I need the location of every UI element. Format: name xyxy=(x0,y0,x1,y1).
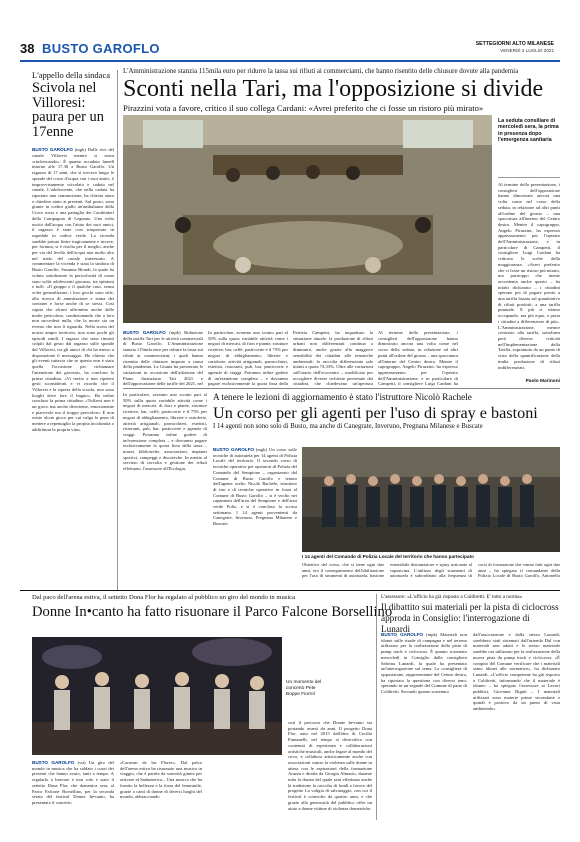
agents-photo-image xyxy=(302,447,560,552)
left-byline: BUSTO GAROLFO xyxy=(32,147,73,153)
main-col-2 xyxy=(208,330,288,386)
agents-photo xyxy=(302,447,560,552)
main-byline-tag: (mpk) xyxy=(169,330,181,335)
course-col-1 xyxy=(213,447,297,582)
course-col-2 xyxy=(302,562,560,582)
page-number: 38 xyxy=(20,41,35,56)
main-bottom-rule xyxy=(123,388,560,389)
main-col-3 xyxy=(293,330,373,386)
header-rule xyxy=(20,60,560,62)
concert-col-2 xyxy=(120,760,202,820)
concert-col-1 xyxy=(32,760,114,820)
course-byline-tag: (mgk) xyxy=(255,447,268,452)
council-photo xyxy=(123,115,492,323)
course-col-1-text: Un corso sulle tecniche di autotutela per 14 agenti di Polizia Locale del territorio. Il secondo corso di tecniche operative per operatori di Polizia del Comando del Sempione – organizzato dal Comune di Busto Garolfo e tenuto dall'agente scelto Nicolò Rachele, istruttore di tiro e di tecniche operative in forza al Comune di Busto Garolfo – si è svolto nei capannoni dell'area del Sempione e dell'area verde Polis, e si è concluso la scorsa settimana. I 14 agenti provenienti da Canegrate, Inveruno, Pregnana Milanese e Buscate. xyxy=(213,447,297,527)
main-kicker: L'Amministrazione stanzia 115mila euro per ridurre la tassa sui rifiuti ai commercianti, che hanno risentito delle chiusure dovute alla pandemia xyxy=(123,68,519,75)
concert-col-1-text: Un giro del mondo in musica che ha saldato i cuori dei presenti che hanno avuto, tanti a tempo. A regalarlo a bravure e non solo e stato il settetto Dona Flor, che domenica sera, al Parco Falcone Borsellino, per la seconda serata del festival Donne In•canto, ha presentato il concerto xyxy=(32,760,114,805)
main-title: Sconti nella Tari, ma l'opposizione si divide xyxy=(123,76,544,102)
concert-col-2-text: «Caravan de las Flores». Dal palco dell'arena estiva ha risuonato una musica in viaggio, che è partita da sonorità giunte per arrivare al Sudamerica... Una musica che ha fornito la bellezza e la forza del femminile, grazie a canti di donne di diversi luoghi del mondo, abbracciando xyxy=(120,760,202,800)
left-body xyxy=(32,147,114,625)
cycle-story xyxy=(381,594,560,634)
left-kicker: L'appello della sindaca xyxy=(32,70,110,80)
main-byline: BUSTO GAROLFO xyxy=(123,330,166,335)
concert-caption xyxy=(286,680,330,698)
cycle-col-2-text: dall'associazione e dalla stessa Lunardi, sarebbero stati sistemati dall'azienda Dal con materiali non adatti e lo stesso materiale sarebbe ora utilizzato per la realizzazione della nuova pista da pump track e ciclocross. «È compito del Comune verificare che i materiali siano idonei alle normative», ha dichiarato Lunardi. «L'ufficio competente ha già risposto a Coldiretti, informando che il materiale è idoneo – ha spiegato l'assessore ai Lavori pubblici, Giovanni Riginì – I materiali utilizzati sono materie prime secondarie e quindi è positivo da un punto di vista ambientale». xyxy=(473,632,560,712)
concert-photo xyxy=(32,637,282,755)
cycle-byline: BUSTO GAROLFO xyxy=(381,632,424,637)
mid-page-rule xyxy=(20,590,560,591)
concert-caption-text: Un momento del concerto Pete Boppe Fiorrol xyxy=(286,680,322,697)
paper-name: SETTEGIORNI ALTO MILANESE xyxy=(475,41,554,47)
course-title: Un corso per gli agenti per l'uso di spray e bastoni xyxy=(213,404,538,423)
main-col-5 xyxy=(498,182,560,378)
concert-photo-image xyxy=(32,637,282,755)
left-body-cont: Ha infine concluso la prima cittadina: «Tuffarsi non è un gioco ma anche divertente, emozionante e piacevole ma il troppo pericoloso. E non esiste alcun gioco per cui valga la pena di mettere a repentaglio la propria incolumità o addirittura la propria vita». xyxy=(32,392,114,432)
cycle-byline-tag: (mpk) xyxy=(426,632,438,637)
left-column-divider xyxy=(117,70,118,590)
main-col-1 xyxy=(123,330,203,386)
bottom-column-divider xyxy=(376,594,377,820)
main-col-left-cont-text: In particolare, avranno uno sconto pari al 50% sulla quota variabile attività come i negozi di mercati, di fiori e piante, strutture ricettive, bar, caffè, pasticcerie e il 75% per negozi di abbigliamento, librerie e cartolerie, attività artigianali, parrucchieri, estetisti, ristoranti, pub, bar, pasticcerie e agenzie di viaggi. Potranno infine godere di un'esenzione completa – e dovranno pagare esclusivamente la quota fissa della tassa – musei, biblioteche, associazioni, impianti sportivi, campeggi e discoteche. In merito al servizio di raccolta e gestione dei rifiuti effettuato, l'assessore all'Ecologia, xyxy=(123,392,207,472)
course-col-2-text: Obiettivo del corso, che si tiene ogni due anni, era il conseguimento dell'abilitazione per l'uso di strumenti di autotutela, bastone estensibile distanziatore e spray urticante al capsaicina. L'utilizzo degli strumenti di autotutela è subordinato alla frequenza di corsi di formazione che vanno fatti ogni due anni – ha spiegato il comandante della Polizia Locale di Busto Garolfo, Antonello xyxy=(302,562,560,579)
concert-title: Donne In•canto ha fatto risuonare il Parco Falcone Borsellino xyxy=(32,603,393,620)
concert-col-3-text: così il percorso che Donne In•canto sta portando avanti da anni. Il progetto Dona Flor, nato nel 2015 dall'idea di Cecilia Fumanelli, nel tempo si diversifica con contenuti di esperienza e collaborazioni artistiche musicali, anche legate al mondo del circo, e collabora artisticamente anche con associazioni contro la violenza sulle donne in attesa con le aspirazioni della formazione Arazza e diretta da Giorgio Almasio, durante tutta la durata del quale sarà effettuata anche la tradizione la raccolta di fondi a favore del progetto La valigia di salvataggio, con cui il festival è coinvolto da quattro anni, e che grazie alla generosità del pubblico offre un aiuto a donne vittime di violenza domestiche. xyxy=(288,720,372,811)
agents-caption: I 14 agenti del Comando di Polizia Locale del territorio che hanno partecipato xyxy=(302,554,474,559)
cycle-col-1 xyxy=(381,632,467,820)
course-byline: BUSTO GAROLFO xyxy=(213,447,254,452)
council-caption-text: La seduta consiliare di mercoledì sera, la prima in presenza dopo l'emergenza sanitaria xyxy=(498,118,559,144)
concert-col-3 xyxy=(288,720,372,820)
concert-byline-tag: (sst) xyxy=(77,760,86,765)
page-header xyxy=(20,40,560,60)
main-col-3-text: Patrizia Campetti, ha inquadrato la situazione attuale: la produzione di rifiuti urbani non differenziati continua a diminuire, anche grazie alla maggiore sensibilità dei cittadini alle tematiche ambientali; la raccolta differenziata sale infatti a quota 74,33%. Oltre alle variazioni sull'orario dell'ecocentro – modificato per accogliere diverse richieste pervenute dai cittadini, che chiedevano un'apertura xyxy=(293,330,373,386)
main-col-5-text: Al termine della presentazione, i consiglieri dell'opposizione hanno dimostrato ancora una volta come nel corso della seduta, in relazione ad altri punti all'ordine del giorno – una spaccatura all'interno del Centro destra. Mentre il capogruppo, Angelo Pirazzini, ha espresso apprezzamento per l'operato dell'Amministrazione, e in particolare di Campetti, il consigliere Luigi Cardani ha criticato le scelte della maggioranza. «Avrei preferito che ci fosse un ristoro più mirato, ma purtroppo che niente accontenta anche questo – ha infatti dichiarato – i cittadini sperano poi di pagare presto a una tariffa basata sul quantitativo di rifiuti prodotti, a una tariffa puntuale. E più ci stiamo occupando, ma più equo, e porta i cittadini a differenziare di più». L'Amministrazione, mentre contrario alla tariffa, sottolinea però diverse criticità nell'implementazione della Tariffa, soprattutto da un punto di vista della quantificazione della multa produzione di rifiuti indifferenziati. xyxy=(498,182,560,370)
main-signature: Paolo Marinoni xyxy=(525,379,560,384)
left-title: Scivola nel Villoresi: paura per un 17enne xyxy=(32,80,104,140)
concert-byline: BUSTO GAROLFO xyxy=(32,760,75,765)
cycle-kicker: L'assessore: «L'ufficio ha già risposto a Coldiretti. E' tutto a norma» xyxy=(381,594,523,600)
main-col-left-cont xyxy=(123,392,207,582)
left-byline-tag: (mgk) xyxy=(74,147,86,153)
left-body-text: Dalle rive del canale Villoresi mentre si stava «rinfrescando». È quanto accaduto lunedì intorno alle 17.30 a Busto Garolfo. Un ragazzo di 17 anni, che si trovava lungo le sponde del corso d'acqua con i suoi amici, è improvvisamente scivolato e caduto nel canale. L'adolescente, che nella caduta ha riportato una commozione, ha chiesto aiuto e chiedere aiuto ai presenti. Sul posto, sono giunte in codice giallo un'ambulanza della Croce rossa e una pattuglia dei Carabinieri della Compagnia di Legnano. Una volta uscito dall'acqua con l'aiuto dei suoi amici, il ragazzo è stato così trasportato in ospedale in codice verde. La vicenda sarebbe potuta finire tragicamente e invece, per fortuna, si è risolta per il meglio, anche per via del livello dell'acqua non molto alto nel tratto del canale interessato. A commentare la vicenda è stata la sindaca di Busto Garolfo, Susanna Biondi, la quale ha voluto sottolineare la pericolosità di come sono soliti adolescenti giocano, tra spintoni e tuffi. «Il gruppo e il qualche caso, senza voler generalizzare, i loro giochi sono stile, alla ricerca di ammirazione e stima dei coetanei e forse anche di se stessi. Così capita che alcuni affrontino anche delle molte pericolose, condizionando che a loro non succederà nulla, che la morte sia un evento che non li riguarda. Nella storia del nostro ampio territorio, non sono pochi gli episodi simili. I ragazzi che sono rimasti colpiti dal gesto dal ragazzo sulle sponde del Villoresi, tra gli amici di chi ha messo a disposizione il messaggio. Ho chiesto che gli eventi tuttavia che se questa non è stato quella l'occasione per richiamare l'attenzione dei giovani», ha concluso la prima cittadina. «Vi invito a non ripetere gesti sconsiderati e vi ricordo che il Villoresi e la ripresa della scuola, non sono luoghi dove fare il bagno». xyxy=(32,147,114,398)
cycle-col-1-text: Materiali non idonei sulle strade di campagna e nel terreno utilizzato per la realizzazione della pista di pump track e ciclocross. È quanto sostenuto mercoledì in Consiglio dalla consigliera Sabrina Lunardi, la quale ha presentato un'interrogazione sul tema. La consigliera di opposizione, rappresentante del Centro destra, ha riportato la questione con diversi temi, sperando in un segnale del Comune di parte di Coldiretti. Secondo quanto sostenuto xyxy=(381,632,467,695)
section-name: BUSTO GAROFLO xyxy=(42,41,160,56)
main-col-4-text: Al termine della presentazione, i consiglieri dell'opposizione hanno dimostrato ancora una volta come nel corso della seduta, in relazione ad altri punti all'ordine del giorno – una spaccatura all'interno del Centro destra. Mentre il capogruppo, Angelo Pirazzini, ha espresso apprezzamento per l'operato dell'Amministrazione, e in particolare di Campetti, il consigliere Luigi Cardani ha xyxy=(378,330,458,386)
council-caption xyxy=(498,118,560,178)
main-col-4 xyxy=(378,330,458,386)
course-subtitle: I 14 agenti non sono solo di Busto, ma anche di Canegrate, Inveruno, Pregnana Milanese e Buscate xyxy=(213,423,483,431)
caption-rule xyxy=(498,177,560,178)
course-kicker: A tenere le lezioni di aggiornamento è stato l'istruttore Nicolò Rachele xyxy=(213,392,472,402)
issue-date: VENERDÌ 2 LUGLIO 2021 xyxy=(500,48,554,53)
main-subtitle: Pirazzini vota a favore, critico il suo collega Cardani: «Avrei preferito che ci fosse un ristoro più mirato» xyxy=(123,103,484,113)
course-story xyxy=(213,392,560,442)
cycle-col-2 xyxy=(473,632,560,820)
concert-story xyxy=(32,594,393,634)
council-photo-image xyxy=(123,115,492,323)
main-col-1-text: Riduzione della tariffa Tari per le attività commerciali di Busto Garolfo. L'Amministrazione stanzia 115mila euro per ridurre la tassa sui rifiuti ai commercianti, i quali hanno risentito delle chiusure imposte a causa della pandemia. La Giunta ha presentato le variazioni in occasione dell'adozione del Piano finanziario Tari 2021 e dell'approvazione delle tariffe del 2021, nel xyxy=(123,330,203,386)
cycle-title: Il dibattito sui materiali per la pista di ciclocross approda in Consiglio: l'interrogazione di Lunardi xyxy=(381,602,559,634)
main-col-2-text: In particolare, avranno uno sconto pari al 50% sulla quota variabile attività come i negozi di mercati, di fiori e piante, strutture ricettive, bar, caffè, pasticcerie e il 75% per negozi di abbigliamento, librerie e cartolerie, attività artigianali, parrucchieri, estetisti, ristoranti, pub, bar, pasticcerie e agenzie di viaggi. Potranno infine godere di un'esenzione completa – e dovranno pagare esclusivamente la quota fissa della xyxy=(208,330,288,386)
concert-kicker: Dal paco dell'arena estiva, il settetto Dona Flor ha regalato al pubblico un giro del mondo in musica xyxy=(32,594,296,601)
